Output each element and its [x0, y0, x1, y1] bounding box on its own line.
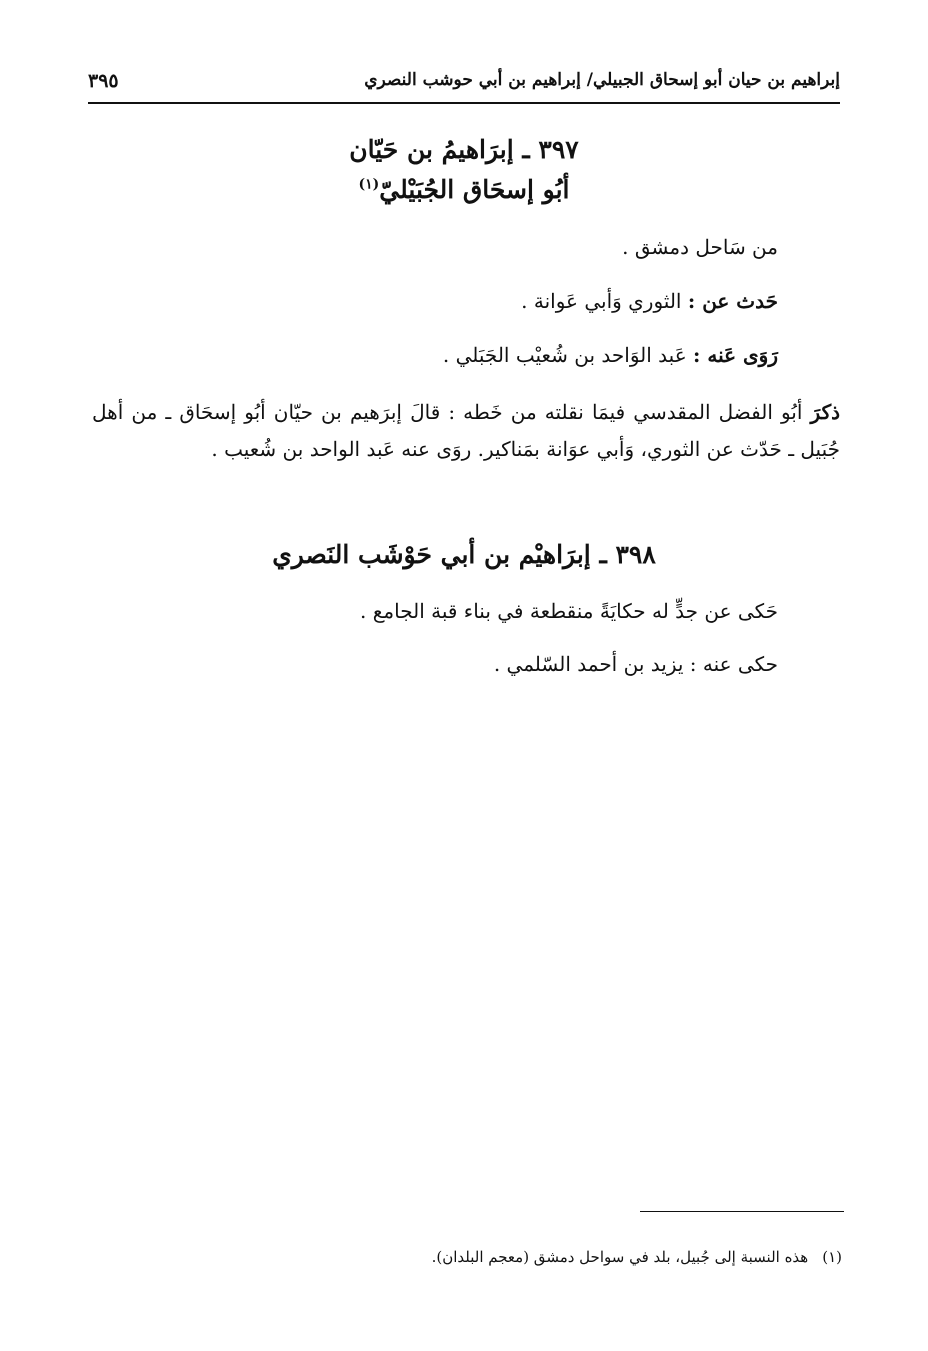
entry-397-title-name: أبُو إسحَاق الجُبَيْليّ	[379, 175, 570, 204]
header-rule	[88, 102, 840, 104]
footnote	[432, 1248, 842, 1266]
entry-397-title-line1: ٣٩٧ ـ إبرَاهيمُ بن حَيّان	[349, 135, 579, 164]
mention-label: ذكرَ	[810, 400, 840, 424]
running-head: إبراهيم بن حيان أبو إسحاق الجبيلي/ إبراهيم بن أبي حوشب النصري	[364, 70, 840, 90]
entry-398-line2: حكى عنه : يزيد بن أحمد السّلمي .	[493, 652, 778, 676]
footnote-rule	[640, 1211, 844, 1212]
entry-398-title: ٣٩٨ ـ إبرَاهيْم بن أبي حَوْشَب النَصري	[272, 540, 656, 569]
entry-397-origin: من سَاحل دمشق .	[622, 235, 778, 259]
mention-text: أبُو الفضل المقدسي فيمَا نقلته من خَطه : قالَ إبرَهيم بن حيّان أبُو إسحَاق ـ من أهل جُبَيل ـ حَدّث عن الثوري، وَأبي عوَانة بمَناكير. روَى عنه عَبد الواحد بن شُعيب .	[92, 400, 840, 461]
transmitted-text: عَبد الوَاحد بن شُعيْب الجَبَلي .	[442, 343, 687, 367]
entry-397-title-line2	[88, 175, 840, 204]
footnote-reference[interactable]: (١)	[358, 176, 380, 193]
footnote-mark: (١)	[822, 1248, 842, 1266]
narrated-text: الثوري وَأبي عَوانة .	[521, 289, 682, 313]
entry-397-narrated	[521, 289, 778, 313]
entry-397-mention	[92, 394, 840, 468]
page-number: ٣٩٥	[88, 70, 119, 92]
narrated-label: حَدث عن :	[687, 289, 778, 313]
footnote-text: هذه النسبة إلى جُبيل، بلد في سواحل دمشق (معجم البلدان).	[431, 1248, 809, 1266]
entry-398-line1: حَكى عن جدٍّ له حكايَةً منقطعة في بناء قبة الجامع .	[360, 599, 778, 623]
entry-397-transmitted	[443, 343, 778, 367]
transmitted-label: رَوَى عَنه :	[693, 343, 778, 367]
page-header	[88, 60, 840, 104]
